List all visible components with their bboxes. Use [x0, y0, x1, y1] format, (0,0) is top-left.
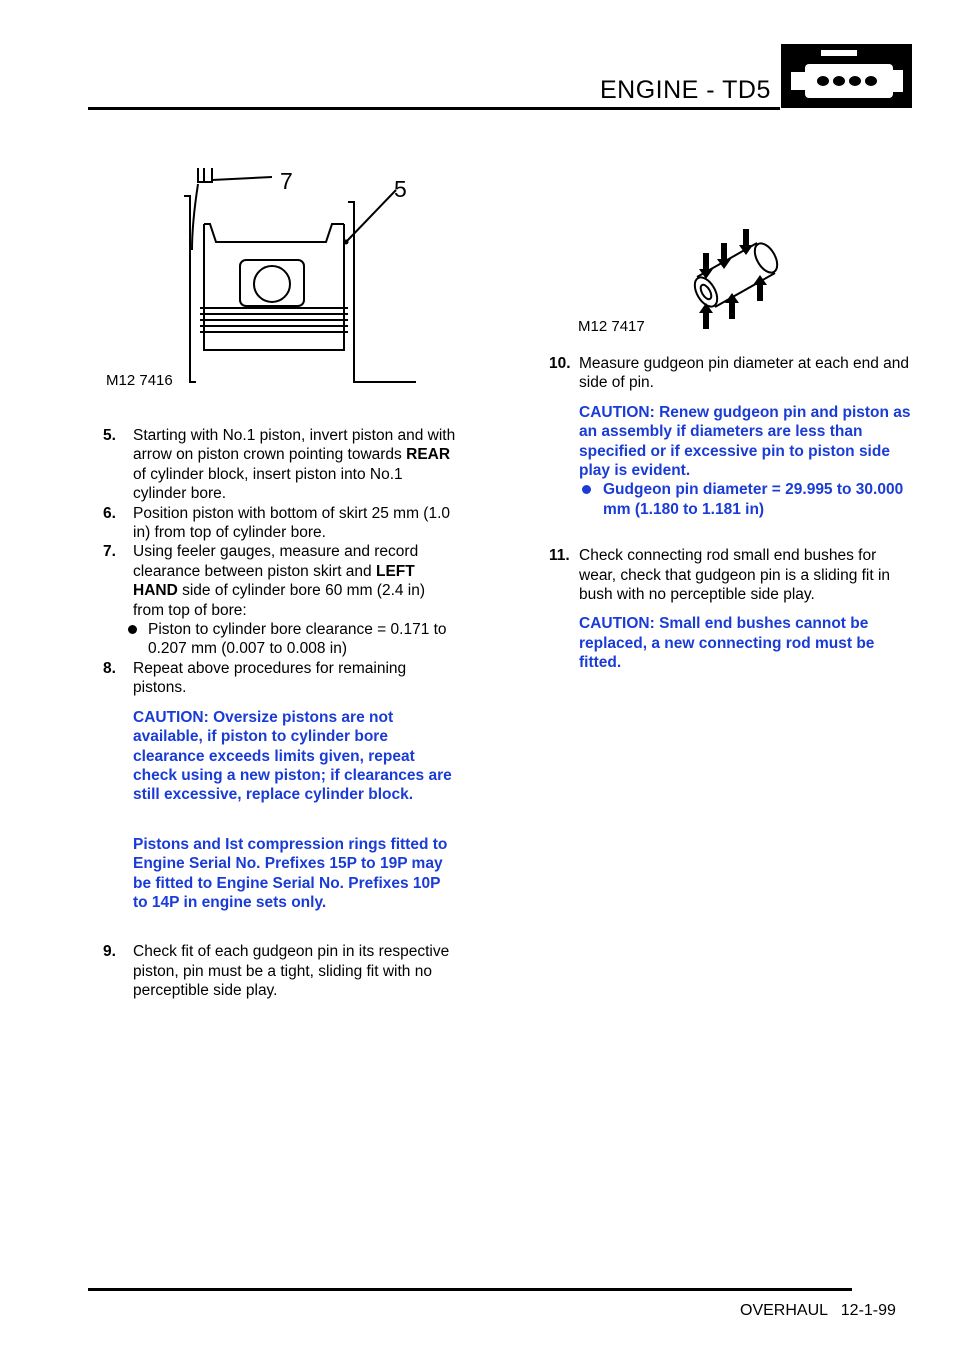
step-number: 10.	[549, 355, 571, 372]
gudgeon-pin-figure	[575, 215, 795, 345]
caution-note: CAUTION: Oversize pistons are not available, if piston to cylinder bore clearance exceeds limits given, repeat check using a new piston; if clearances are still excessive, replace cylinder block.	[133, 708, 452, 804]
bullet-text: Gudgeon pin diameter = 29.995 to 30.000 mm (1.180 to 1.181 in)	[603, 481, 904, 518]
step-text: Measure gudgeon pin diameter at each end and side of pin.	[579, 355, 910, 392]
bullet-dot	[128, 625, 137, 634]
keyword: LEFT HAND	[133, 562, 415, 600]
step-number: 6.	[103, 504, 116, 522]
step-5	[103, 426, 459, 504]
step-text: Check connecting rod small end bushes for wear, check that gudgeon pin is a sliding fit in bush with no perceptible side play.	[579, 547, 891, 604]
step-text: Repeat above procedures for remaining pistons.	[133, 659, 407, 697]
page-title: ENGINE - TD5	[600, 76, 771, 104]
footer-rule	[88, 1288, 852, 1291]
step-number: 5.	[103, 427, 116, 444]
spec-bullet	[549, 480, 913, 519]
right-column	[549, 354, 913, 673]
step-11	[549, 546, 913, 604]
step-number: 8.	[103, 659, 116, 677]
step-number: 9.	[103, 943, 116, 961]
step-text: Using feeler gauges, measure and record clearance between piston skirt and	[133, 543, 419, 580]
step-number: 11.	[549, 547, 570, 565]
step-text: side of cylinder bore 60 mm (2.4 in) from top of bore:	[133, 582, 426, 619]
section-name: OVERHAUL	[740, 1302, 828, 1319]
spec-bullet	[103, 620, 459, 659]
step-text: Check fit of each gudgeon pin in its respective piston, pin must be a tight, sliding fit with no perceptible side play.	[133, 943, 450, 1000]
caution-note: CAUTION: Renew gudgeon pin and piston as an assembly if diameters are less than specified or if excessive pin to piston side play is evident.	[579, 403, 911, 480]
engine-section-icon	[781, 44, 912, 108]
caution-note: CAUTION: Small end bushes cannot be replaced, a new connecting rod must be fitted.	[579, 615, 875, 672]
keyword: REAR	[406, 446, 451, 464]
step-text: of cylinder block, insert piston into No.1 cylinder bore.	[133, 465, 403, 503]
page-footer	[740, 1302, 896, 1320]
step-6	[103, 504, 459, 543]
left-column	[103, 426, 459, 1001]
caution-note: Pistons and Ist compression rings fitted to Engine Serial No. Prefixes 15P to 19P may be fitted to Engine Serial No. Prefixes 10P to 14P in engine sets only.	[133, 835, 448, 911]
step-number: 7.	[103, 543, 116, 561]
step-7	[103, 542, 459, 620]
callout-7: 7	[280, 168, 293, 194]
header-rule	[88, 107, 780, 110]
step-9	[103, 942, 459, 1000]
step-10	[549, 354, 913, 393]
step-8	[103, 659, 459, 698]
step-text: Starting with No.1 piston, invert piston and with arrow on piston crown pointing towards	[133, 427, 456, 464]
page-number: 12-1-99	[840, 1302, 896, 1319]
piston-figure	[100, 150, 430, 390]
step-text: Position piston with bottom of skirt 25 mm (1.0 in) from top of cylinder bore.	[133, 504, 451, 542]
bullet-text: Piston to cylinder bore clearance = 0.171 to 0.207 mm (0.007 to 0.008 in)	[148, 621, 447, 658]
figure-code: M12 7416	[106, 372, 173, 389]
bullet-dot	[582, 485, 591, 494]
callout-5: 5	[394, 176, 407, 202]
figure-code: M12 7417	[578, 318, 645, 335]
